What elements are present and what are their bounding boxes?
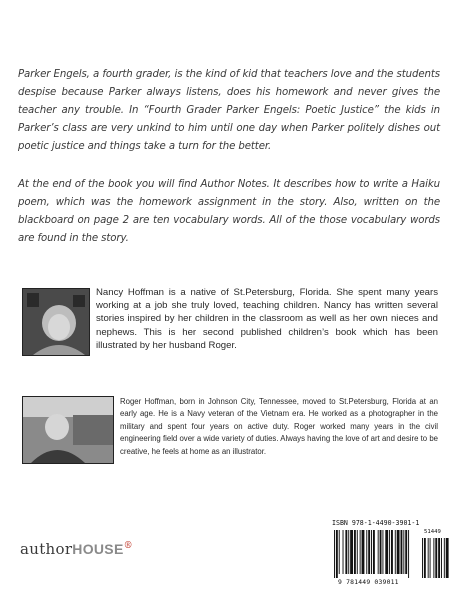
publisher-logo-part1: author <box>20 540 73 558</box>
barcode-main-bars <box>334 530 409 578</box>
publisher-trademark: ® <box>123 541 133 551</box>
blurb-paragraph-2: At the end of the book you will find Author Notes. It describes how to write a Haiku poem, which was the homework assignment in the story. Also, written on the blackboard on page 2 are ten vocabulary words. All of the those vocabulary words are found in the story. <box>18 179 440 244</box>
author-bio: Nancy Hoffman is a native of St.Petersburg, Florida. She spent many years working at a job she truly loved, teaching children. Nancy has written several stories inspired by her children in the classroom as well as her own nieces and nephews. This is her second published children’s book which has been illustrated by her husband Roger. <box>96 287 438 351</box>
illustrator-bio: Roger Hoffman, born in Johnson City, Tennessee, moved to St.Petersburg, Florida at an early age. He is a Navy veteran of the Vietnam era. He worked as a photographer in the military and spent four years on active duty. Roger worked many years in the civil engineering field over a wide variety of duties. Always having the love of art and desire to be creative, he feels at home as an illustrator. <box>120 397 438 456</box>
isbn-label: ISBN 978-1-4490-3901-1 <box>332 519 420 527</box>
barcode-addon-digits: 51449 <box>424 529 441 535</box>
publisher-logo <box>20 540 133 558</box>
barcode-addon-bars <box>422 538 449 578</box>
illustrator-photo <box>22 396 114 464</box>
author-photo <box>22 288 90 356</box>
publisher-logo-part2: HOUSE <box>72 541 124 557</box>
author-photo-illustration <box>23 289 89 355</box>
barcode <box>332 530 450 578</box>
illustrator-photo-illustration <box>23 397 113 463</box>
barcode-digits: 9 781449 039011 <box>338 578 399 586</box>
blurb-paragraph-1: Parker Engels, a fourth grader, is the kind of kid that teachers love and the students despise because Parker always listens, does his homework and never gives the teacher any trouble. In “Fourth Grader Parker Engels: Poetic Justice” the kids in Parker’s class are very unkind to him until one day when Parker politely dishes out poetic justice and things take a turn for the better. <box>18 69 440 152</box>
